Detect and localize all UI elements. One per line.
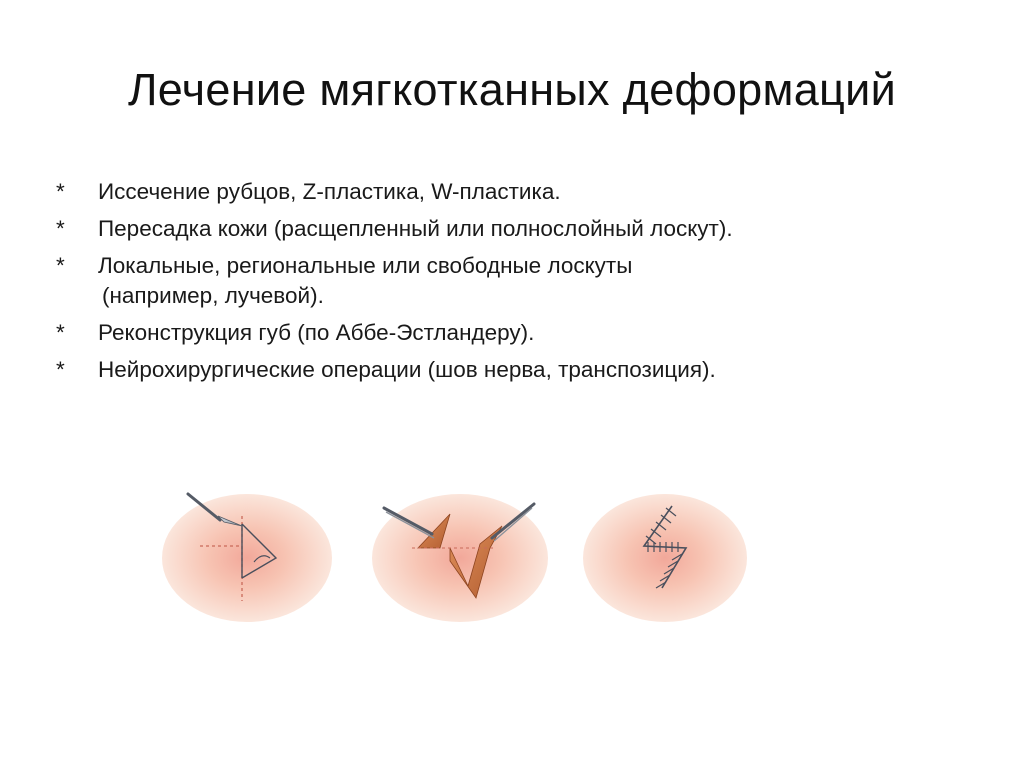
- skin-area: [583, 494, 747, 622]
- step-incision-marking: [162, 494, 332, 622]
- bullet-item: [56, 177, 956, 207]
- bullet-text: Нейрохирургические операции (шов нерва, транспозиция).: [98, 357, 716, 382]
- bullet-marker: *: [56, 253, 65, 278]
- bullet-text: Локальные, региональные или свободные лоскуты: [98, 253, 633, 278]
- skin-area: [162, 494, 332, 622]
- bullet-marker: *: [56, 216, 65, 241]
- bullet-item: [56, 251, 956, 311]
- bullet-text: Реконструкция губ (по Аббе-Эстландеру).: [98, 320, 535, 345]
- bullet-marker: *: [56, 179, 65, 204]
- bullet-item: [56, 318, 956, 348]
- bullet-text: Пересадка кожи (расщепленный или полнослойный лоскут).: [98, 216, 733, 241]
- bullet-marker: *: [56, 320, 65, 345]
- bullet-item: [56, 355, 956, 385]
- slide-title: Лечение мягкотканных деформаций: [127, 64, 897, 115]
- bullet-text: Иссечение рубцов, Z-пластика, W-пластика.: [98, 179, 561, 204]
- z-plasty-illustration: [150, 486, 770, 626]
- step-flap-transposition: [372, 494, 548, 622]
- bullet-text-continuation: (например, лучевой).: [102, 283, 324, 308]
- bullet-list: [56, 177, 956, 392]
- step-sutured-result: [583, 494, 747, 622]
- bullet-marker: *: [56, 357, 65, 382]
- bullet-item: [56, 214, 956, 244]
